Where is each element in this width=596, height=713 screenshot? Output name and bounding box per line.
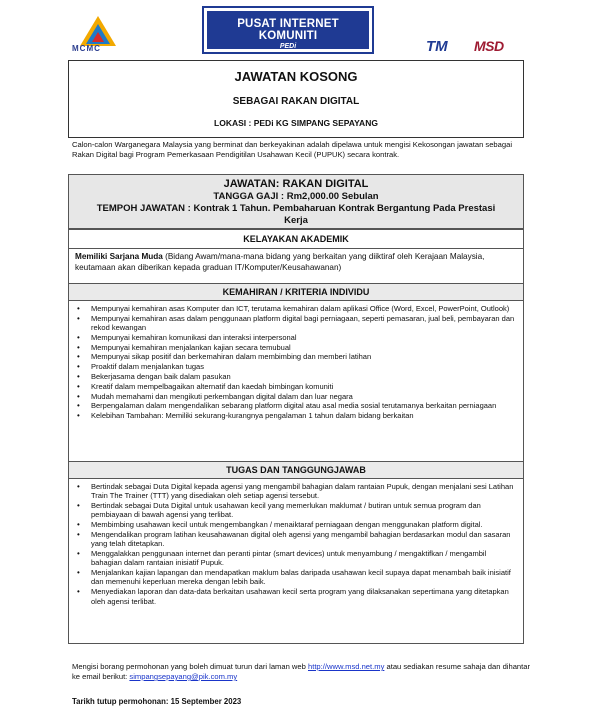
skills-heading: KEMAHIRAN / KRITERIA INDIVIDU	[68, 283, 524, 301]
page-title: JAWATAN KOSONG	[234, 69, 358, 84]
email-link[interactable]: simpangsepayang@pik.com.my	[129, 672, 238, 681]
heading-frame	[68, 60, 524, 138]
pik-logo-subtitle: PEDi	[279, 43, 297, 50]
closing-date: Tarikh tutup permohonan: 15 September 2023	[72, 697, 242, 706]
footer-text-2: atau sediakan resume sahaja dan dihantar ke email berikut:	[72, 662, 531, 681]
duties-heading: TUGAS DAN TANGGUNGJAWAB	[68, 461, 524, 479]
list-item: • Mempunyai kemahiran menjalankan kajian secara temubual	[75, 343, 517, 352]
pik-logo-inner	[207, 11, 369, 49]
intro-paragraph: Calon-calon Warganegara Malaysia yang berminat dan berkeyakinan adalah dipelawa untuk mengisi Kekosongan jawatan sebagai Rakan Digital bagi Program Pemerkasaan Pendigitilan Usahawan Kecil (PUPUK) secara kontrak.	[72, 140, 513, 159]
pik-logo	[202, 6, 374, 54]
list-item: • Bertindak sebagai Duta Digital untuk usahawan kecil yang memerlukan maklumat / butiran untuk semua program dan pembiayaan di bawah agensi yang terlibat.	[75, 501, 517, 520]
list-item: • Menggalakkan penggunaan internet dan peranti pintar (smart devices) untuk menyambung / mengaktifkan / mengambil bahagian dalam rantaian inisiatif Pupuk.	[75, 549, 517, 568]
logo-row	[0, 0, 596, 60]
position-title: JAWATAN: RAKAN DIGITAL	[223, 178, 369, 190]
contract-term: TEMPOH JAWATAN : Kontrak 1 Tahun. Pembaharuan Kontrak Bergantung Pada Prestasi Kerja	[96, 203, 496, 226]
mcmc-wordmark: MCMC	[72, 44, 101, 53]
duties-list	[69, 479, 523, 606]
list-item: • Berpengalaman dalam mengendalikan sebarang platform digital atau asal media sosial terutamanya berkaitan perniagaan	[75, 401, 517, 410]
list-item: • Mempunyai kemahiran asas dalam penggunaan platform digital bagi perniagaan, seperti pemasaran, jual beli, pembayaran dan rekod kewangan	[75, 314, 517, 333]
list-item: • Menyediakan laporan dan data-data berkaitan usahawan kecil serta program yang dilaksanakan sepertimana yang ditetapkan oleh agensi terlibat.	[75, 587, 517, 606]
application-instructions	[72, 662, 532, 682]
position-box	[68, 174, 524, 229]
duties-section	[68, 479, 524, 644]
academic-heading: KELAYAKAN AKADEMIK	[68, 229, 524, 249]
list-item: • Proaktif dalam menjalankan tugas	[75, 362, 517, 371]
academic-requirement	[68, 249, 524, 283]
academic-degree: Memiliki Sarjana Muda	[75, 252, 163, 261]
salary-label: TANGGA GAJI : Rm2,000.00 Sebulan	[213, 191, 379, 202]
list-item: • Mudah memahami dan mengikuti perkembangan digital dalam dan luar negara	[75, 392, 517, 401]
list-item: • Mengendalikan program latihan keusahawanan digital oleh agensi yang mengambil bahagian berdasarkan modul dan sasaran yang telah ditetapkan.	[75, 530, 517, 549]
list-item: • Mempunyai kemahiran komunikasi dan interaksi interpersonal	[75, 333, 517, 342]
list-item: • Kelebihan Tambahan: Memiliki sekurang-kurangnya pengalaman 1 tahun dalam bidang berkaitan	[75, 411, 517, 420]
list-item: • Membimbing usahawan kecil untuk mengembangkan / menaiktaraf perniagaan dengan menggunakan platform digital.	[75, 520, 517, 529]
list-item: • Kreatif dalam mempelbagaikan alternatif dan kaedah bimbingan komuniti	[75, 382, 517, 391]
skills-list	[69, 301, 523, 421]
list-item: • Bertindak sebagai Duta Digital kepada agensi yang mengambil bahagian dalam rantaian Pupuk, dengan menjalani sesi Latihan Train The Trainer (TTT) yang disediakan oleh setiap agensi tersebut.	[75, 482, 517, 501]
skills-section	[68, 301, 524, 461]
list-item: • Bekerjasama dengan baik dalam pasukan	[75, 372, 517, 381]
msd-logo: MSD	[474, 38, 504, 54]
academic-detail: (Bidang Awam/mana-mana bidang yang berkaitan yang diiktiraf oleh Kerajaan Malaysia, keutamaan akan diberikan kepada graduan IT/Komputer/Keusahawanan)	[75, 252, 485, 272]
page-subtitle: SEBAGAI RAKAN DIGITAL	[232, 96, 360, 107]
pik-logo-title: PUSAT INTERNET KOMUNITI	[237, 18, 339, 42]
list-item: • Menjalankan kajian lapangan dan mendapatkan maklum balas daripada usahawan kecil supaya dapat menambah baik inisiatif dan memenuhi keperluan mereka dengan lebih baik.	[75, 568, 517, 587]
list-item: • Mempunyai sikap positif dan berkemahiran dalam membimbing dan memberi latihan	[75, 352, 517, 361]
footer-text-1: Mengisi borang permohonan yang boleh dimuat turun dari laman web	[72, 662, 308, 671]
tm-logo: TM	[426, 38, 448, 55]
website-link[interactable]: http://www.msd.net.my	[307, 662, 385, 671]
list-item: • Mempunyai kemahiran asas Komputer dan ICT, terutama kemahiran dalam aplikasi Office (Word, Excel, PowerPoint, Outlook)	[75, 304, 517, 313]
location-label: LOKASI : PEDi KG SIMPANG SEPAYANG	[214, 118, 378, 128]
